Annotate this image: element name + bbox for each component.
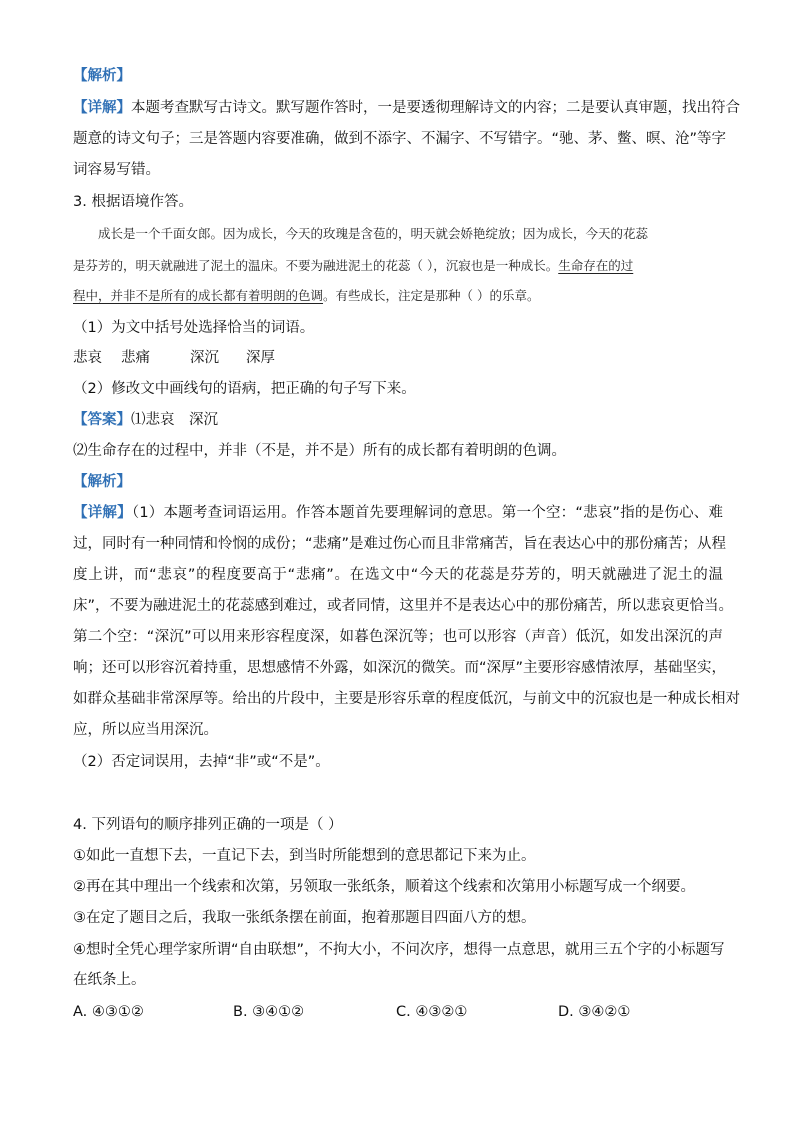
underlined-sentence: 生命存在的过	[558, 258, 634, 273]
underlined-sentence: 程中，并非不是所有的成长都有着明朗的色调	[73, 288, 324, 303]
sentence-item: ④想时全凭心理学家所谓“自由联想”，不拘大小，不问次序，想得一点意思，就用三五个字的小标题写	[73, 942, 725, 958]
option-a[interactable]: A. ④③①②	[73, 1004, 144, 1020]
detail-paragraph-line: 第二个空：“深沉”可以用来形容程度深，如暮色深沉等；也可以形容（声音）低沉，如发出深沉的声	[73, 629, 723, 645]
detail-paragraph-line: 【详解】本题考查默写古诗文。默写题作答时，一是要透彻理解诗文的内容；二是要认真审题，找出符合	[73, 100, 740, 116]
word-choice: 悲哀	[73, 350, 102, 366]
analysis-heading: 【解析】	[73, 474, 131, 490]
option-b[interactable]: B. ③④①②	[233, 1004, 305, 1020]
answer-line: 【答案】⑴悲哀 深沉	[73, 412, 218, 428]
option-d[interactable]: D. ③④②①	[558, 1004, 631, 1020]
detail-tag: 【详解】	[73, 505, 132, 521]
question-4-title: 4. 下列语句的顺序排列正确的一项是（ ）	[73, 817, 343, 833]
sub-question-1: （1）为文中括号处选择恰当的词语。	[73, 320, 315, 336]
detail-paragraph-line: 度上讲，而“悲哀”的程度要高于“悲痛”。在选文中“今天的花蕊是芬芳的，明天就融进了泥土的温	[73, 567, 723, 583]
sentence-item: ②再在其中理出一个线索和次第，另领取一张纸条，顺着这个线索和次第用小标题写成一个纲要。	[73, 879, 695, 895]
word-choice: 深厚	[246, 350, 275, 366]
passage-line: 程中，并非不是所有的成长都有着明朗的色调。有些成长，注定是那种（ ）的乐章。	[73, 288, 540, 303]
analysis-heading: 【解析】	[73, 68, 131, 84]
sub-question-2: （2）修改文中画线句的语病，把正确的句子写下来。	[73, 381, 416, 397]
detail-paragraph-line: 应，所以应当用深沉。	[73, 722, 218, 738]
detail-tag: 【详解】	[73, 100, 131, 116]
passage-line: 是芬芳的，明天就融进了泥土的温床。不要为融进泥土的花蕊（ ），沉寂也是一种成长。生命存在的过	[73, 258, 634, 273]
passage-line: 成长是一个千面女郎。因为成长，今天的玫瑰是含苞的，明天就会娇艳绽放；因为成长，今天的花蕊	[98, 226, 649, 241]
detail-paragraph-line: 过，同时有一种同情和怜悯的成份；“悲痛”是难过伤心而且非常痛苦，旨在表达心中的那份痛苦；从程	[73, 536, 727, 552]
answer-tag: 【答案】	[73, 412, 131, 428]
detail-paragraph-line: 题意的诗文句子；三是答题内容要准确，做到不添字、不漏字、不写错字。“驰、茅、鳖、暝、沧”等字	[73, 131, 727, 147]
detail-paragraph-line: （2）否定词误用，去掉“非”或“不是”。	[73, 754, 330, 770]
detail-paragraph-line: 如群众基础非常深厚等。给出的片段中，主要是形容乐章的程度低沉，与前文中的沉寂也是一种成长相对	[73, 691, 740, 707]
sentence-item-continued: 在纸条上。	[73, 972, 146, 988]
detail-paragraph-line: 词容易写错。	[73, 162, 160, 178]
detail-paragraph-line: 【详解】（1）本题考查词语运用。作答本题首先要理解词的意思。第一个空：“悲哀”指的是伤心、难	[73, 505, 724, 521]
answer-line: ⑵生命存在的过程中，并非（不是，并不是）所有的成长都有着明朗的色调。	[73, 443, 566, 459]
question-3-title: 3. 根据语境作答。	[73, 194, 193, 210]
sentence-item: ①如此一直想下去，一直记下去，到当时所能想到的意思都记下来为止。	[73, 848, 536, 864]
detail-paragraph-line: 响；还可以形容沉着持重，思想感情不外露，如深沉的微笑。而“深厚”主要形容感情浓厚，基础坚实，	[73, 660, 727, 676]
word-choice: 悲痛	[121, 350, 150, 366]
detail-paragraph-line: 床”，不要为融进泥土的花蕊感到难过，或者同情，这里并不是表达心中的那份痛苦，所以悲哀更恰当。	[73, 598, 734, 614]
word-choice: 深沉	[190, 350, 219, 366]
sentence-item: ③在定了题目之后，我取一张纸条摆在前面，抱着那题目四面八方的想。	[73, 910, 536, 926]
option-c[interactable]: C. ④③②①	[396, 1004, 468, 1020]
